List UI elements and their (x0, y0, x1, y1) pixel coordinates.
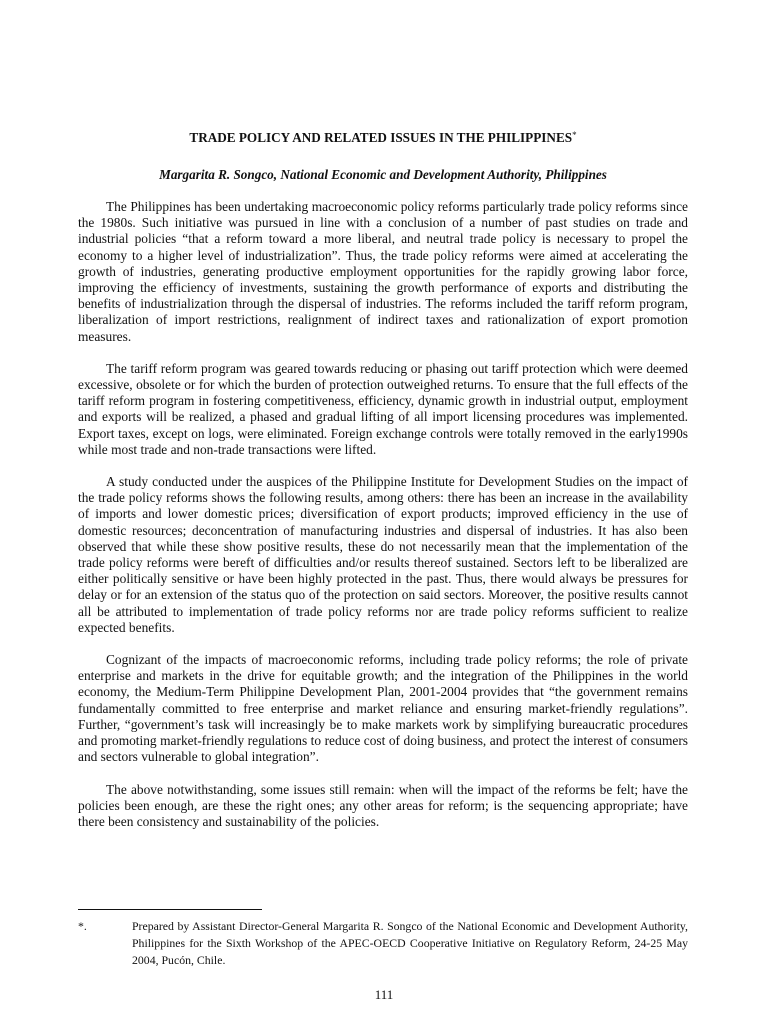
footnote-marker: *. (78, 919, 87, 933)
paragraph-4: Cognizant of the impacts of macroeconomic reforms, including trade policy reforms; the role of private enterprise and markets in the drive for equitable growth; and the integration of the Philippines in the world economy, the Medium-Term Philippine Development Plan, 2001-2004 provides that “the government remains fundamentally committed to free enterprise and market reliance and ensuring market-friendly regulations”. Further, “government’s task will increasingly be to make markets work by simplifying bureaucratic procedures and promoting market-friendly regulations to reduce cost of doing business, and protect the interest of consumers and sectors vulnerable to global integration”. (78, 652, 688, 765)
author-line: Margarita R. Songco, National Economic and Development Authority, Philippines (159, 167, 607, 182)
body-text (78, 199, 688, 846)
paragraph-2: The tariff reform program was geared towards reducing or phasing out tariff protection which were deemed excessive, obsolete or for which the burden of protection outweighed returns. To ensure that the full effects of the tariff reform program in fostering competitiveness, efficiency, dynamic growth in industrial output, employment and exports will be realized, a phased and gradual lifting of all import licensing procedures was implemented. Export taxes, except on logs, were eliminated. Foreign exchange controls were totally removed in the early1990s while most trade and non-trade transactions were lifted. (78, 360, 688, 457)
paragraph-5: The above notwithstanding, some issues still remain: when will the impact of the reforms be felt; have the policies been enough, are these the right ones; any other areas for reform; is the sequencing appropriate; have there been consistency and sustainability of the policies. (78, 781, 688, 829)
document-title-text: TRADE POLICY AND RELATED ISSUES IN THE PHILIPPINES (189, 130, 573, 145)
page-number: 111 (374, 987, 394, 1002)
title-footnote-marker: * (572, 130, 577, 140)
document-title (78, 130, 688, 146)
footnote-text: Prepared by Assistant Director-General Margarita R. Songco of the National Economic and Development Authority, Philippines for the Sixth Workshop of the APEC-OECD Cooperative Initiative on Regulatory Reform, 24-25 May 2004, Pucón, Chile. (132, 919, 688, 967)
paragraph-3: A study conducted under the auspices of the Philippine Institute for Development Studies on the impact of the trade policy reforms shows the following results, among others: there has been an increase in the availability of imports and lower domestic prices; diversification of export products; improved efficiency in the use of domestic resources; deconcentration of manufacturing industries and dispersal of industries. It has also been observed that while these show positive results, these do not necessarily mean that the implementation of the trade policy reforms were bereft of difficulties and/or results thereof sustained. Sectors left to be liberalized are either politically sensitive or have been highly protected in the past. Thus, there would always be pressures for delay or for an extension of the status quo of the protection on said sectors. Moreover, the positive results cannot all be attributed to implementation of trade policy reforms nor are trade policy reforms sufficient to realize expected benefits. (78, 474, 688, 635)
footnote-divider (78, 909, 262, 910)
footnote (78, 918, 688, 969)
paragraph-1: The Philippines has been undertaking macroeconomic policy reforms particularly trade policy reforms since the 1980s. Such initiative was pursued in line with a conclusion of a number of past studies on trade and industrial policies “that a reform toward a more liberal, and neutral trade policy is necessary to propel the economy to a higher level of industrialization”. Thus, the trade policy reforms were aimed at accelerating the growth of industries, generating productive employment opportunities for the rapidly growing labor force, improving the efficiency of investments, sustaining the growth performance of exports and distributing the benefits of industrialization through the dispersal of industries. The reforms included the tariff reform program, liberalization of import restrictions, realignment of indirect taxes and rationalization of export promotion measures. (78, 199, 688, 344)
